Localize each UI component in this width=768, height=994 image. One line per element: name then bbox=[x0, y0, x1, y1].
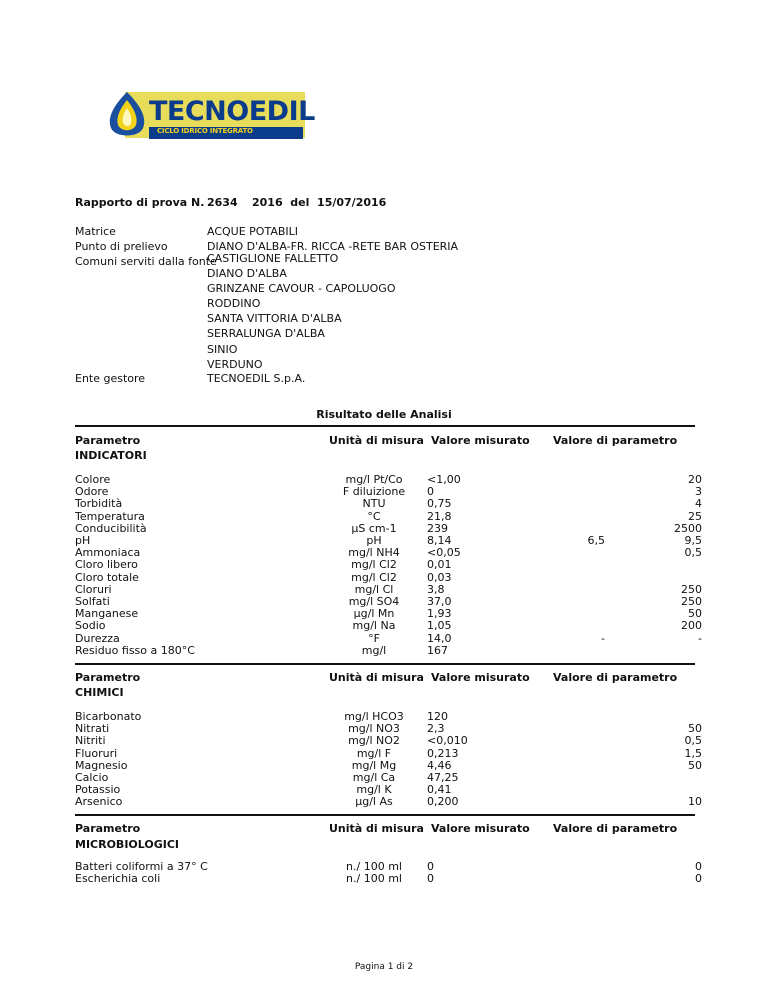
section-rule bbox=[75, 814, 695, 816]
param-value: 0 bbox=[427, 860, 434, 873]
table-row bbox=[75, 509, 702, 523]
column-header bbox=[75, 671, 695, 685]
param-max: 0,5 bbox=[684, 546, 702, 560]
param-max: 0 bbox=[695, 860, 702, 873]
param-unit: mg/l Na bbox=[352, 619, 396, 633]
param-max: 250 bbox=[681, 582, 702, 596]
param-value: 120 bbox=[427, 710, 448, 723]
section-rule bbox=[75, 663, 695, 665]
param-value: 3,8 bbox=[427, 582, 445, 596]
col-unit: Unità di misura bbox=[329, 434, 424, 447]
param-value: 167 bbox=[427, 643, 448, 657]
param-name: Cloro libero bbox=[75, 558, 138, 572]
param-name: Manganese bbox=[75, 607, 139, 621]
param-max: 1,5 bbox=[684, 746, 702, 760]
param-value: <1,00 bbox=[427, 473, 461, 486]
param-name: Calcio bbox=[75, 771, 109, 784]
section-title: MICROBIOLOGICI bbox=[75, 838, 180, 851]
param-value: 0,01 bbox=[427, 558, 452, 572]
param-name: Torbidità bbox=[75, 497, 123, 511]
param-unit: °C bbox=[367, 509, 381, 523]
param-min: 6,5 bbox=[587, 534, 605, 547]
param-max: 10 bbox=[688, 795, 702, 809]
table-row bbox=[75, 619, 702, 633]
param-value: 4,46 bbox=[427, 758, 452, 772]
param-max: 50 bbox=[688, 758, 702, 772]
param-max: 20 bbox=[688, 473, 702, 486]
col-measured: Valore misurato bbox=[431, 671, 530, 684]
param-max: 200 bbox=[681, 619, 702, 633]
comune-item: SERRALUNGA D'ALBA bbox=[207, 327, 325, 341]
param-unit: µS cm-1 bbox=[351, 521, 397, 535]
param-unit: NTU bbox=[362, 497, 386, 511]
col-param: Parametro bbox=[75, 434, 141, 447]
ente-value: TECNOEDIL S.p.A. bbox=[207, 372, 306, 385]
column-header bbox=[75, 434, 695, 448]
param-value: 37,0 bbox=[427, 595, 452, 608]
param-value: 0,200 bbox=[427, 795, 459, 809]
param-max: 9,5 bbox=[684, 534, 702, 547]
param-value: 21,8 bbox=[427, 509, 452, 523]
param-name: Nitrati bbox=[75, 722, 110, 736]
ente-label: Ente gestore bbox=[75, 372, 146, 385]
param-value: 0,41 bbox=[427, 783, 452, 797]
param-value: 0,213 bbox=[427, 746, 459, 760]
report-label: Rapporto di prova N. bbox=[75, 196, 205, 209]
col-measured: Valore misurato bbox=[431, 822, 530, 835]
table-row bbox=[75, 734, 702, 748]
comuni-label: Comuni serviti dalla fonte bbox=[75, 255, 217, 268]
param-unit: mg/l Cl2 bbox=[351, 570, 397, 584]
param-max: 4 bbox=[695, 497, 702, 511]
param-unit: mg/l Mg bbox=[351, 758, 397, 772]
param-value: <0,05 bbox=[427, 546, 461, 560]
param-name: Odore bbox=[75, 485, 109, 499]
logo-band bbox=[149, 127, 303, 139]
param-name: Temperatura bbox=[75, 509, 145, 523]
param-unit: mg/l NH4 bbox=[348, 546, 400, 560]
param-value: 1,05 bbox=[427, 619, 452, 633]
table-row bbox=[75, 872, 702, 886]
param-max: 3 bbox=[695, 485, 702, 499]
col-unit: Unità di misura bbox=[329, 822, 424, 835]
section-title: INDICATORI bbox=[75, 449, 147, 462]
comune-item: DIANO D'ALBA bbox=[207, 267, 287, 281]
param-unit: mg/l F bbox=[356, 746, 392, 760]
param-value: 47,25 bbox=[427, 771, 459, 784]
param-value: 0,03 bbox=[427, 570, 452, 584]
param-max: - bbox=[698, 631, 702, 645]
param-value: 239 bbox=[427, 521, 448, 535]
matrice-value: ACQUE POTABILI bbox=[207, 225, 299, 238]
param-name: Ammoniaca bbox=[75, 546, 141, 560]
punto-value: DIANO D'ALBA-FR. RICCA -RETE BAR OSTERIA bbox=[207, 240, 459, 253]
table-row bbox=[75, 795, 702, 809]
param-unit: µg/l As bbox=[355, 795, 393, 809]
param-max: 250 bbox=[681, 595, 702, 608]
param-name: Solfati bbox=[75, 595, 110, 608]
section-title: CHIMICI bbox=[75, 686, 124, 699]
table-row bbox=[75, 497, 702, 511]
column-header bbox=[75, 822, 695, 836]
comune-item: SANTA VITTORIA D'ALBA bbox=[207, 312, 342, 326]
table-row bbox=[75, 746, 702, 760]
param-value: 0,75 bbox=[427, 497, 452, 511]
param-unit: mg/l K bbox=[356, 783, 392, 797]
table-row bbox=[75, 572, 695, 584]
col-param: Parametro bbox=[75, 822, 141, 835]
table-row bbox=[75, 559, 695, 571]
param-value: 8,14 bbox=[427, 534, 452, 547]
param-unit: °F bbox=[368, 631, 380, 645]
param-value: <0,010 bbox=[427, 734, 468, 748]
param-unit: µg/l Mn bbox=[353, 607, 395, 621]
param-unit: n./ 100 ml bbox=[346, 860, 402, 873]
param-name: Fluoruri bbox=[75, 746, 118, 760]
param-name: Nitriti bbox=[75, 734, 106, 748]
logo-tagline: CICLO IDRICO INTEGRATO bbox=[157, 127, 253, 135]
param-unit: mg/l HCO3 bbox=[344, 710, 404, 723]
param-unit: mg/l NO2 bbox=[348, 734, 400, 748]
param-unit: mg/l Ca bbox=[352, 771, 396, 784]
param-name: pH bbox=[75, 534, 91, 547]
table-row bbox=[75, 645, 695, 657]
page-footer: Pagina 1 di 2 bbox=[354, 962, 414, 972]
param-unit: mg/l SO4 bbox=[348, 595, 400, 608]
comune-item: CASTIGLIONE FALLETTO bbox=[207, 252, 339, 265]
param-name: Residuo fisso a 180°C bbox=[75, 643, 195, 657]
param-name: Sodio bbox=[75, 619, 106, 633]
param-unit: mg/l Cl2 bbox=[351, 558, 397, 572]
col-limit: Valore di parametro bbox=[553, 434, 678, 447]
report-date: 2016 del 15/07/2016 bbox=[252, 196, 387, 209]
col-limit: Valore di parametro bbox=[553, 671, 678, 684]
param-max: 2500 bbox=[674, 521, 702, 535]
param-value: 1,93 bbox=[427, 607, 452, 621]
param-value: 0 bbox=[427, 872, 434, 886]
report-number: 2634 bbox=[207, 196, 238, 209]
col-param: Parametro bbox=[75, 671, 141, 684]
param-name: Colore bbox=[75, 473, 111, 486]
comune-item: GRINZANE CAVOUR - CAPOLUOGO bbox=[207, 282, 396, 296]
param-unit: mg/l Cl bbox=[354, 582, 394, 596]
param-name: Cloruri bbox=[75, 582, 112, 596]
param-unit: mg/l bbox=[361, 643, 387, 657]
param-name: Batteri coliformi a 37° C bbox=[75, 860, 208, 873]
comuni-list bbox=[207, 251, 396, 372]
param-unit: F diluizione bbox=[342, 485, 406, 499]
comune-item: RODDINO bbox=[207, 297, 261, 311]
param-unit: mg/l NO3 bbox=[348, 722, 400, 736]
section-rule bbox=[75, 425, 695, 427]
col-limit: Valore di parametro bbox=[553, 822, 678, 835]
col-unit: Unità di misura bbox=[329, 671, 424, 684]
param-name: Arsenico bbox=[75, 795, 123, 809]
param-name: Bicarbonato bbox=[75, 710, 142, 723]
logo-wordmark: TECNOEDIL bbox=[149, 96, 315, 127]
param-name: Escherichia coli bbox=[75, 872, 161, 886]
param-name: Durezza bbox=[75, 631, 120, 645]
param-unit: n./ 100 ml bbox=[346, 872, 402, 886]
param-name: Potassio bbox=[75, 783, 121, 797]
param-name: Conducibilità bbox=[75, 521, 147, 535]
comune-item: SINIO bbox=[207, 342, 238, 356]
param-max: 50 bbox=[688, 607, 702, 621]
param-value: 2,3 bbox=[427, 722, 445, 736]
param-max: 0 bbox=[695, 872, 702, 886]
matrice-label: Matrice bbox=[75, 225, 116, 238]
results-title: Risultato delle Analisi bbox=[316, 408, 452, 421]
param-name: Magnesio bbox=[75, 758, 128, 772]
param-value: 14,0 bbox=[427, 631, 452, 645]
param-max: 25 bbox=[688, 509, 702, 523]
company-logo bbox=[105, 90, 315, 145]
param-max: 0,5 bbox=[684, 734, 702, 748]
param-min: - bbox=[601, 631, 605, 645]
col-measured: Valore misurato bbox=[431, 434, 530, 447]
param-name: Cloro totale bbox=[75, 570, 139, 584]
table-row bbox=[75, 631, 702, 645]
param-unit: pH bbox=[366, 534, 382, 547]
punto-label: Punto di prelievo bbox=[75, 240, 168, 253]
param-max: 50 bbox=[688, 722, 702, 736]
param-unit: mg/l Pt/Co bbox=[345, 473, 403, 486]
param-value: 0 bbox=[427, 485, 434, 499]
comune-item: VERDUNO bbox=[207, 357, 263, 371]
